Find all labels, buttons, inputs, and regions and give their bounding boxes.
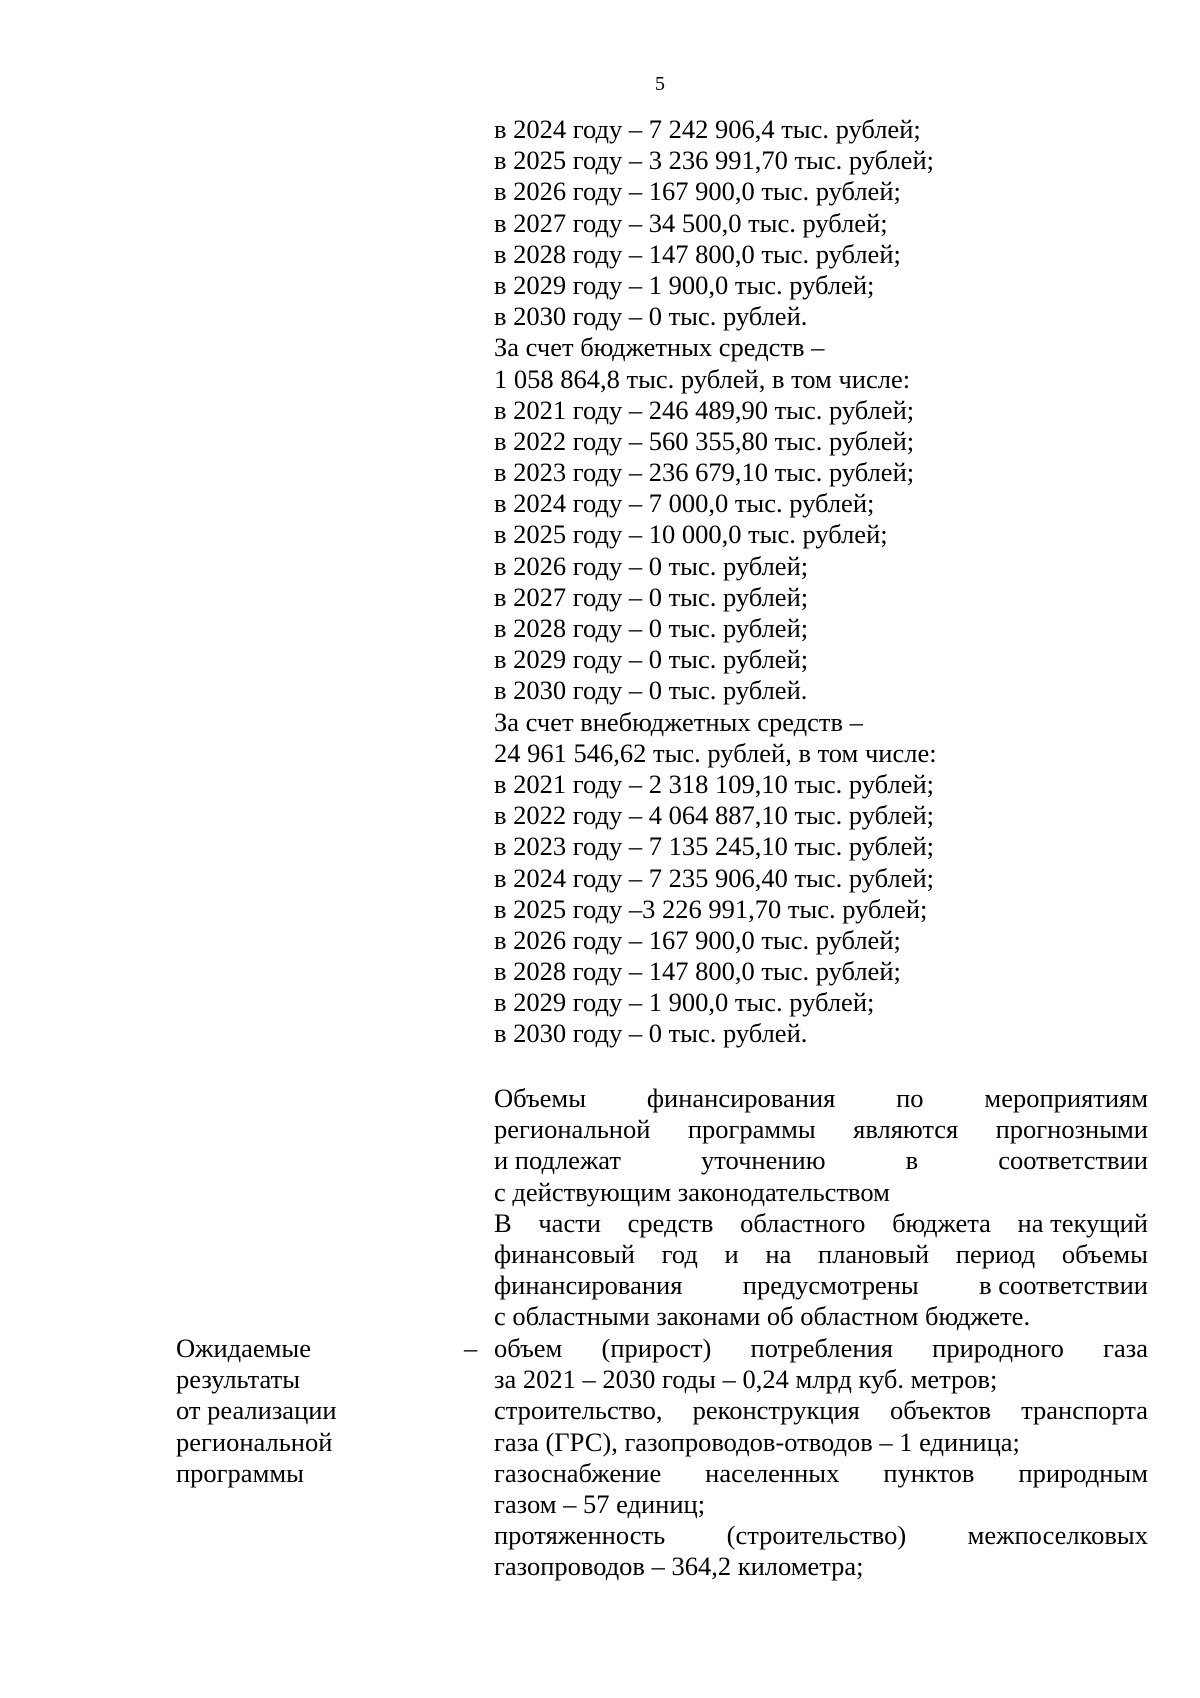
result-item-gas-consumption	[494, 1333, 1148, 1395]
label-line: результаты	[176, 1364, 300, 1395]
extra-budget-line: в 2028 году – 147 800,0 тыс. рублей;	[494, 956, 901, 987]
word: соответствии	[998, 1145, 1148, 1176]
justified-line	[494, 1333, 1148, 1364]
budget-line: в 2027 году – 0 тыс. рублей;	[494, 581, 809, 612]
word: уточнению	[701, 1145, 826, 1176]
funding-lines-top	[494, 114, 1148, 332]
word: населенных	[705, 1457, 840, 1488]
funding-line: в 2026 году – 167 900,0 тыс. рублей;	[494, 176, 901, 207]
word: мероприятиям	[984, 1083, 1148, 1113]
justified-line	[494, 1239, 1148, 1270]
word: реконструкция	[692, 1395, 860, 1426]
word: по	[896, 1083, 924, 1113]
result-item-last-line: газопроводов – 364,2 километра;	[494, 1551, 864, 1582]
result-item-gas-supply	[494, 1458, 1148, 1520]
word: год	[661, 1238, 698, 1269]
word: в соответствии	[979, 1270, 1148, 1301]
budget-line: в 2030 году – 0 тыс. рублей.	[494, 675, 808, 706]
word: на	[765, 1238, 792, 1269]
expected-results-label	[176, 1333, 416, 1489]
word: на текущий	[1017, 1207, 1148, 1238]
word: строительство,	[494, 1395, 663, 1426]
justified-line	[494, 1145, 1148, 1176]
budget-line: в 2028 году – 0 тыс. рублей;	[494, 613, 809, 643]
extra-budget-line: в 2024 году – 7 235 906,40 тыс. рублей;	[494, 862, 934, 893]
word: объем	[494, 1333, 563, 1363]
budget-line: в 2029 году – 0 тыс. рублей;	[494, 644, 809, 675]
funding-line: в 2029 году – 1 900,0 тыс. рублей;	[494, 269, 875, 300]
funding-line: в 2027 году – 34 500,0 тыс. рублей;	[494, 207, 888, 238]
word: предусмотрены	[742, 1270, 919, 1301]
word: природного	[932, 1333, 1064, 1363]
extra-budget-line: в 2029 году – 1 900,0 тыс. рублей;	[494, 987, 875, 1018]
extra-budget-heading: За счет внебюджетных средств –	[494, 706, 863, 737]
budget-line: в 2021 году – 246 489,90 тыс. рублей;	[494, 394, 915, 425]
extra-budget-total: 24 961 546,62 тыс. рублей, в том числе:	[494, 737, 937, 768]
word: объектов	[889, 1395, 992, 1426]
word: в	[905, 1145, 919, 1176]
budget-line: в 2025 году – 10 000,0 тыс. рублей;	[494, 519, 888, 550]
budget-heading: За счет бюджетных средств –	[494, 332, 825, 363]
justified-line	[494, 1270, 1148, 1301]
word: пунктов	[883, 1457, 975, 1488]
extra-budget-line: в 2030 году – 0 тыс. рублей.	[494, 1018, 808, 1049]
page-number: 5	[655, 73, 665, 95]
label-line: региональной	[176, 1426, 333, 1457]
word: прогнозными	[995, 1114, 1148, 1145]
funding-line: в 2025 году – 3 236 991,70 тыс. рублей;	[494, 145, 934, 176]
word: областного	[740, 1207, 866, 1238]
word: период	[955, 1238, 1036, 1269]
word: и	[724, 1238, 739, 1269]
word: региональной	[494, 1114, 651, 1145]
word: межпоселковых	[967, 1520, 1148, 1551]
word: программы	[687, 1114, 816, 1145]
extra-budget-lines	[494, 769, 1148, 1050]
expected-results-list	[494, 1333, 1148, 1583]
budget-line: в 2024 году – 7 000,0 тыс. рублей;	[494, 488, 875, 519]
justified-line	[494, 1114, 1148, 1145]
word: (строительство)	[726, 1520, 907, 1551]
extra-budget-line: в 2023 году – 7 135 245,10 тыс. рублей;	[494, 831, 934, 862]
word: потребления	[750, 1333, 893, 1363]
result-item-pipeline-length	[494, 1520, 1148, 1582]
budget-line: в 2023 году – 236 679,10 тыс. рублей;	[494, 457, 915, 488]
paragraph-last-line: с областными законами об областном бюджете.	[494, 1301, 1031, 1332]
budget-lines	[494, 395, 1148, 707]
word: транспорта	[1021, 1395, 1148, 1426]
word: бюджета	[892, 1207, 991, 1238]
funding-section	[494, 114, 1148, 1050]
result-item-last-line: за 2021 – 2030 годы – 0,24 млрд куб. метров;	[494, 1364, 998, 1395]
word: финансирования	[494, 1270, 683, 1301]
result-item-last-line: газа (ГРС), газопроводов-отводов – 1 единица;	[494, 1426, 1020, 1457]
funding-notes	[494, 1083, 1148, 1333]
word: финансовый	[494, 1238, 635, 1269]
justified-line	[494, 1458, 1148, 1489]
justified-line	[494, 1520, 1148, 1551]
word: финансирования	[646, 1083, 836, 1113]
word: являются	[853, 1114, 959, 1145]
budget-total: 1 058 864,8 тыс. рублей, в том числе:	[494, 363, 911, 394]
word: объемы	[1061, 1238, 1148, 1269]
word: В	[494, 1207, 512, 1238]
result-item-last-line: газом – 57 единиц;	[494, 1488, 706, 1519]
extra-budget-line: в 2021 году – 2 318 109,10 тыс. рублей;	[494, 768, 934, 799]
justified-line	[494, 1395, 1148, 1426]
paragraph-last-line: с действующим законодательством	[494, 1176, 890, 1207]
justified-line	[494, 1083, 1148, 1114]
label-line: от реализации	[176, 1395, 337, 1426]
word: природным	[1018, 1457, 1148, 1488]
word: газа	[1103, 1333, 1148, 1363]
word: плановый	[818, 1238, 930, 1269]
word: протяженность	[494, 1520, 666, 1551]
word: Объемы	[494, 1083, 586, 1113]
budget-line: в 2022 году – 560 355,80 тыс. рублей;	[494, 425, 915, 456]
word: части	[538, 1207, 601, 1238]
extra-budget-line: в 2022 году – 4 064 887,10 тыс. рублей;	[494, 800, 934, 831]
note-paragraph-regional-budget	[494, 1208, 1148, 1333]
word: средств	[627, 1207, 714, 1238]
extra-budget-line: в 2026 году – 167 900,0 тыс. рублей;	[494, 924, 901, 955]
budget-line: в 2026 году – 0 тыс. рублей;	[494, 550, 809, 581]
word: и подлежат	[494, 1145, 621, 1176]
funding-line: в 2030 году – 0 тыс. рублей.	[494, 301, 808, 332]
label-line: Ожидаемые	[176, 1333, 311, 1363]
word: газоснабжение	[494, 1457, 662, 1488]
label-line: программы	[176, 1457, 304, 1488]
word: (прирост)	[601, 1333, 712, 1363]
funding-line: в 2028 году – 147 800,0 тыс. рублей;	[494, 238, 901, 269]
result-item-construction	[494, 1395, 1148, 1457]
note-paragraph-forecast	[494, 1083, 1148, 1208]
funding-line: в 2024 году – 7 242 906,4 тыс. рублей;	[494, 114, 921, 144]
results-separator-dash: –	[464, 1333, 478, 1363]
justified-line	[494, 1208, 1148, 1239]
extra-budget-line: в 2025 году –3 226 991,70 тыс. рублей;	[494, 893, 928, 924]
